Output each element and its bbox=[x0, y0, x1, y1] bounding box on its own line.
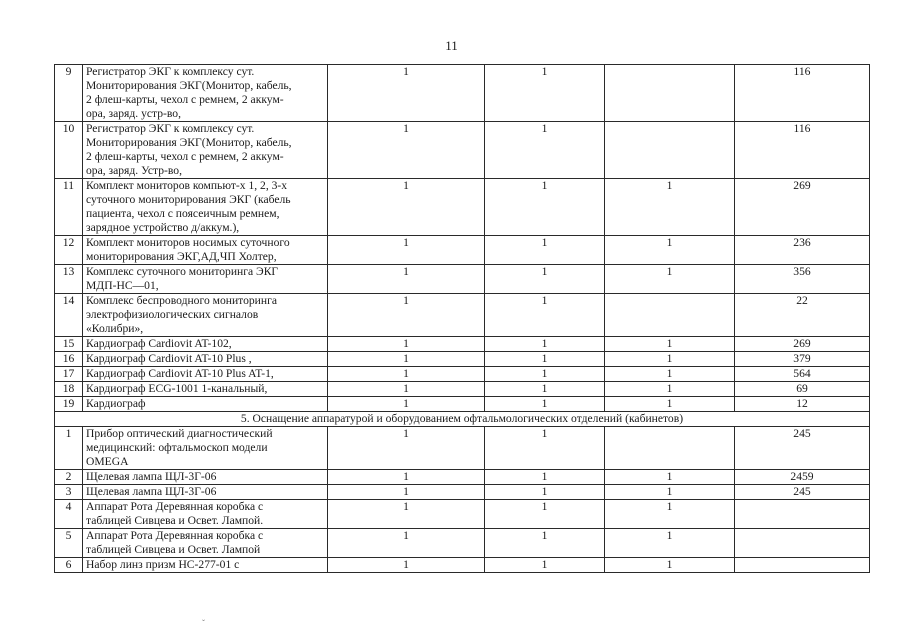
equipment-table-body bbox=[55, 65, 870, 573]
row-number: 15 bbox=[55, 337, 83, 352]
value-cell-c1: 1 bbox=[328, 485, 485, 500]
value-cell-c3: 1 bbox=[605, 470, 735, 485]
page-number: 11 bbox=[445, 38, 458, 53]
scan-artifact: ˇ bbox=[202, 618, 205, 628]
item-name-line: таблицей Сивцева и Освет. Лампой. bbox=[86, 514, 264, 527]
section-title: 5. Оснащение аппаратурой и оборудованием офтальмологических отделений (кабинетов) bbox=[55, 412, 870, 427]
item-name-line: Щелевая лампа ЩЛ-3Г-06 bbox=[86, 485, 217, 498]
row-number: 2 bbox=[55, 470, 83, 485]
item-name-cell bbox=[83, 65, 328, 122]
row-number: 12 bbox=[55, 236, 83, 265]
item-name-cell bbox=[83, 179, 328, 236]
item-name-cell bbox=[83, 337, 328, 352]
value-cell-c2: 1 bbox=[485, 122, 605, 179]
value-cell-c2: 1 bbox=[485, 470, 605, 485]
table-row bbox=[55, 470, 870, 485]
value-cell-c1: 1 bbox=[328, 500, 485, 529]
value-cell-c2: 1 bbox=[485, 337, 605, 352]
value-cell-c4: 379 bbox=[735, 352, 870, 367]
value-cell-c1: 1 bbox=[328, 470, 485, 485]
value-cell-c3 bbox=[605, 122, 735, 179]
row-number: 3 bbox=[55, 485, 83, 500]
value-cell-c4: 116 bbox=[735, 122, 870, 179]
row-number: 6 bbox=[55, 558, 83, 573]
item-name-line: суточного мониторирования ЭКГ (кабель bbox=[86, 193, 291, 206]
item-name-line: Аппарат Рота Деревянная коробка с bbox=[86, 529, 264, 542]
item-name-cell bbox=[83, 529, 328, 558]
value-cell-c1: 1 bbox=[328, 427, 485, 470]
item-name-cell bbox=[83, 352, 328, 367]
value-cell-c2: 1 bbox=[485, 558, 605, 573]
row-number: 14 bbox=[55, 294, 83, 337]
value-cell-c4: 69 bbox=[735, 382, 870, 397]
value-cell-c2: 1 bbox=[485, 179, 605, 236]
value-cell-c4 bbox=[735, 500, 870, 529]
table-row bbox=[55, 500, 870, 529]
item-name-line: 2 флеш-карты, чехол с ремнем, 2 аккум- bbox=[86, 150, 284, 163]
item-name-line: Комплекс беспроводного мониторинга bbox=[86, 294, 277, 307]
item-name-cell bbox=[83, 397, 328, 412]
table-row bbox=[55, 122, 870, 179]
item-name-cell bbox=[83, 122, 328, 179]
item-name-line: Аппарат Рота Деревянная коробка с bbox=[86, 500, 264, 513]
value-cell-c2: 1 bbox=[485, 485, 605, 500]
value-cell-c4 bbox=[735, 529, 870, 558]
section-header-row bbox=[55, 412, 870, 427]
value-cell-c3: 1 bbox=[605, 500, 735, 529]
row-number: 17 bbox=[55, 367, 83, 382]
value-cell-c1: 1 bbox=[328, 122, 485, 179]
table-row bbox=[55, 558, 870, 573]
value-cell-c1: 1 bbox=[328, 367, 485, 382]
value-cell-c3: 1 bbox=[605, 397, 735, 412]
value-cell-c4: 269 bbox=[735, 179, 870, 236]
value-cell-c3: 1 bbox=[605, 367, 735, 382]
value-cell-c4 bbox=[735, 558, 870, 573]
item-name-line: ора, заряд. Устр-во, bbox=[86, 164, 183, 177]
item-name-cell bbox=[83, 470, 328, 485]
table-row bbox=[55, 294, 870, 337]
item-name-line: OMEGA bbox=[86, 455, 129, 468]
value-cell-c3: 1 bbox=[605, 265, 735, 294]
value-cell-c1: 1 bbox=[328, 65, 485, 122]
table-row bbox=[55, 337, 870, 352]
item-name-line: медицинский: офтальмоскоп модели bbox=[86, 441, 268, 454]
value-cell-c1: 1 bbox=[328, 397, 485, 412]
value-cell-c1: 1 bbox=[328, 337, 485, 352]
value-cell-c2: 1 bbox=[485, 427, 605, 470]
value-cell-c2: 1 bbox=[485, 382, 605, 397]
value-cell-c1: 1 bbox=[328, 265, 485, 294]
item-name-cell bbox=[83, 382, 328, 397]
value-cell-c3 bbox=[605, 294, 735, 337]
value-cell-c3: 1 bbox=[605, 382, 735, 397]
table-row bbox=[55, 65, 870, 122]
item-name-line: Комплект мониторов носимых суточного bbox=[86, 236, 290, 249]
value-cell-c2: 1 bbox=[485, 367, 605, 382]
item-name-line: пациента, чехол с поясеичным ремнем, bbox=[86, 207, 280, 220]
value-cell-c3: 1 bbox=[605, 485, 735, 500]
table-row bbox=[55, 397, 870, 412]
item-name-cell bbox=[83, 236, 328, 265]
value-cell-c3 bbox=[605, 427, 735, 470]
value-cell-c4: 356 bbox=[735, 265, 870, 294]
table-row bbox=[55, 179, 870, 236]
value-cell-c3: 1 bbox=[605, 236, 735, 265]
value-cell-c2: 1 bbox=[485, 294, 605, 337]
value-cell-c4: 269 bbox=[735, 337, 870, 352]
row-number: 4 bbox=[55, 500, 83, 529]
item-name-cell bbox=[83, 265, 328, 294]
row-number: 5 bbox=[55, 529, 83, 558]
item-name-line: Щелевая лампа ЩЛ-3Г-06 bbox=[86, 470, 217, 483]
row-number: 9 bbox=[55, 65, 83, 122]
row-number: 11 bbox=[55, 179, 83, 236]
equipment-table bbox=[54, 64, 870, 573]
row-number: 19 bbox=[55, 397, 83, 412]
value-cell-c4: 564 bbox=[735, 367, 870, 382]
item-name-line: Регистратор ЭКГ к комплексу сут. bbox=[86, 65, 255, 78]
table-row bbox=[55, 427, 870, 470]
row-number: 18 bbox=[55, 382, 83, 397]
value-cell-c3 bbox=[605, 65, 735, 122]
item-name-line: «Колибри», bbox=[86, 322, 144, 335]
item-name-line: Комплекс суточного мониторинга ЭКГ bbox=[86, 265, 279, 278]
table-row bbox=[55, 367, 870, 382]
item-name-line: МДП-НС—01, bbox=[86, 279, 159, 292]
value-cell-c3: 1 bbox=[605, 179, 735, 236]
item-name-line: 2 флеш-карты, чехол с ремнем, 2 аккум- bbox=[86, 93, 284, 106]
item-name-line: Мониторирования ЭКГ(Монитор, кабель, bbox=[86, 79, 292, 92]
item-name-line: Кардиограф bbox=[86, 397, 146, 410]
value-cell-c3: 1 bbox=[605, 352, 735, 367]
item-name-cell bbox=[83, 485, 328, 500]
value-cell-c1: 1 bbox=[328, 236, 485, 265]
value-cell-c3: 1 bbox=[605, 337, 735, 352]
value-cell-c1: 1 bbox=[328, 382, 485, 397]
item-name-line: мониторирования ЭКГ,АД,ЧП Холтер, bbox=[86, 250, 277, 263]
value-cell-c4: 12 bbox=[735, 397, 870, 412]
value-cell-c1: 1 bbox=[328, 179, 485, 236]
value-cell-c4: 236 bbox=[735, 236, 870, 265]
item-name-cell bbox=[83, 427, 328, 470]
value-cell-c1: 1 bbox=[328, 294, 485, 337]
table-row bbox=[55, 485, 870, 500]
value-cell-c3: 1 bbox=[605, 529, 735, 558]
value-cell-c2: 1 bbox=[485, 265, 605, 294]
table-row bbox=[55, 236, 870, 265]
value-cell-c1: 1 bbox=[328, 529, 485, 558]
row-number: 13 bbox=[55, 265, 83, 294]
item-name-line: Кардиограф Cardiovit AT-10 Plus AT-1, bbox=[86, 367, 274, 380]
value-cell-c1: 1 bbox=[328, 558, 485, 573]
value-cell-c2: 1 bbox=[485, 529, 605, 558]
value-cell-c3: 1 bbox=[605, 558, 735, 573]
item-name-line: Регистратор ЭКГ к комплексу сут. bbox=[86, 122, 255, 135]
value-cell-c2: 1 bbox=[485, 352, 605, 367]
value-cell-c2: 1 bbox=[485, 397, 605, 412]
value-cell-c4: 2459 bbox=[735, 470, 870, 485]
row-number: 10 bbox=[55, 122, 83, 179]
value-cell-c4: 22 bbox=[735, 294, 870, 337]
value-cell-c4: 245 bbox=[735, 485, 870, 500]
value-cell-c2: 1 bbox=[485, 236, 605, 265]
table-row bbox=[55, 352, 870, 367]
value-cell-c1: 1 bbox=[328, 352, 485, 367]
table-row bbox=[55, 529, 870, 558]
value-cell-c2: 1 bbox=[485, 500, 605, 529]
item-name-cell bbox=[83, 558, 328, 573]
item-name-line: Кардиограф Cardiovit AT-102, bbox=[86, 337, 232, 350]
item-name-cell bbox=[83, 500, 328, 529]
table-row bbox=[55, 382, 870, 397]
row-number: 1 bbox=[55, 427, 83, 470]
value-cell-c2: 1 bbox=[485, 65, 605, 122]
item-name-cell bbox=[83, 294, 328, 337]
value-cell-c4: 116 bbox=[735, 65, 870, 122]
row-number: 16 bbox=[55, 352, 83, 367]
item-name-line: Комплект мониторов компьют-х 1, 2, 3-х bbox=[86, 179, 288, 192]
item-name-line: Набор линз призм НС-277-01 с bbox=[86, 558, 240, 571]
item-name-line: зарядное устройство д/аккум.), bbox=[86, 221, 240, 234]
item-name-line: Кардиограф Cardiovit AT-10 Plus , bbox=[86, 352, 252, 365]
item-name-line: таблицей Сивцева и Освет. Лампой bbox=[86, 543, 261, 556]
item-name-line: Прибор оптический диагностический bbox=[86, 427, 273, 440]
item-name-line: Кардиограф ECG-1001 1-канальный, bbox=[86, 382, 268, 395]
table-row bbox=[55, 265, 870, 294]
item-name-line: ора, заряд. устр-во, bbox=[86, 107, 181, 120]
item-name-line: Мониторирования ЭКГ(Монитор, кабель, bbox=[86, 136, 292, 149]
item-name-line: электрофизиологических сигналов bbox=[86, 308, 259, 321]
item-name-cell bbox=[83, 367, 328, 382]
value-cell-c4: 245 bbox=[735, 427, 870, 470]
